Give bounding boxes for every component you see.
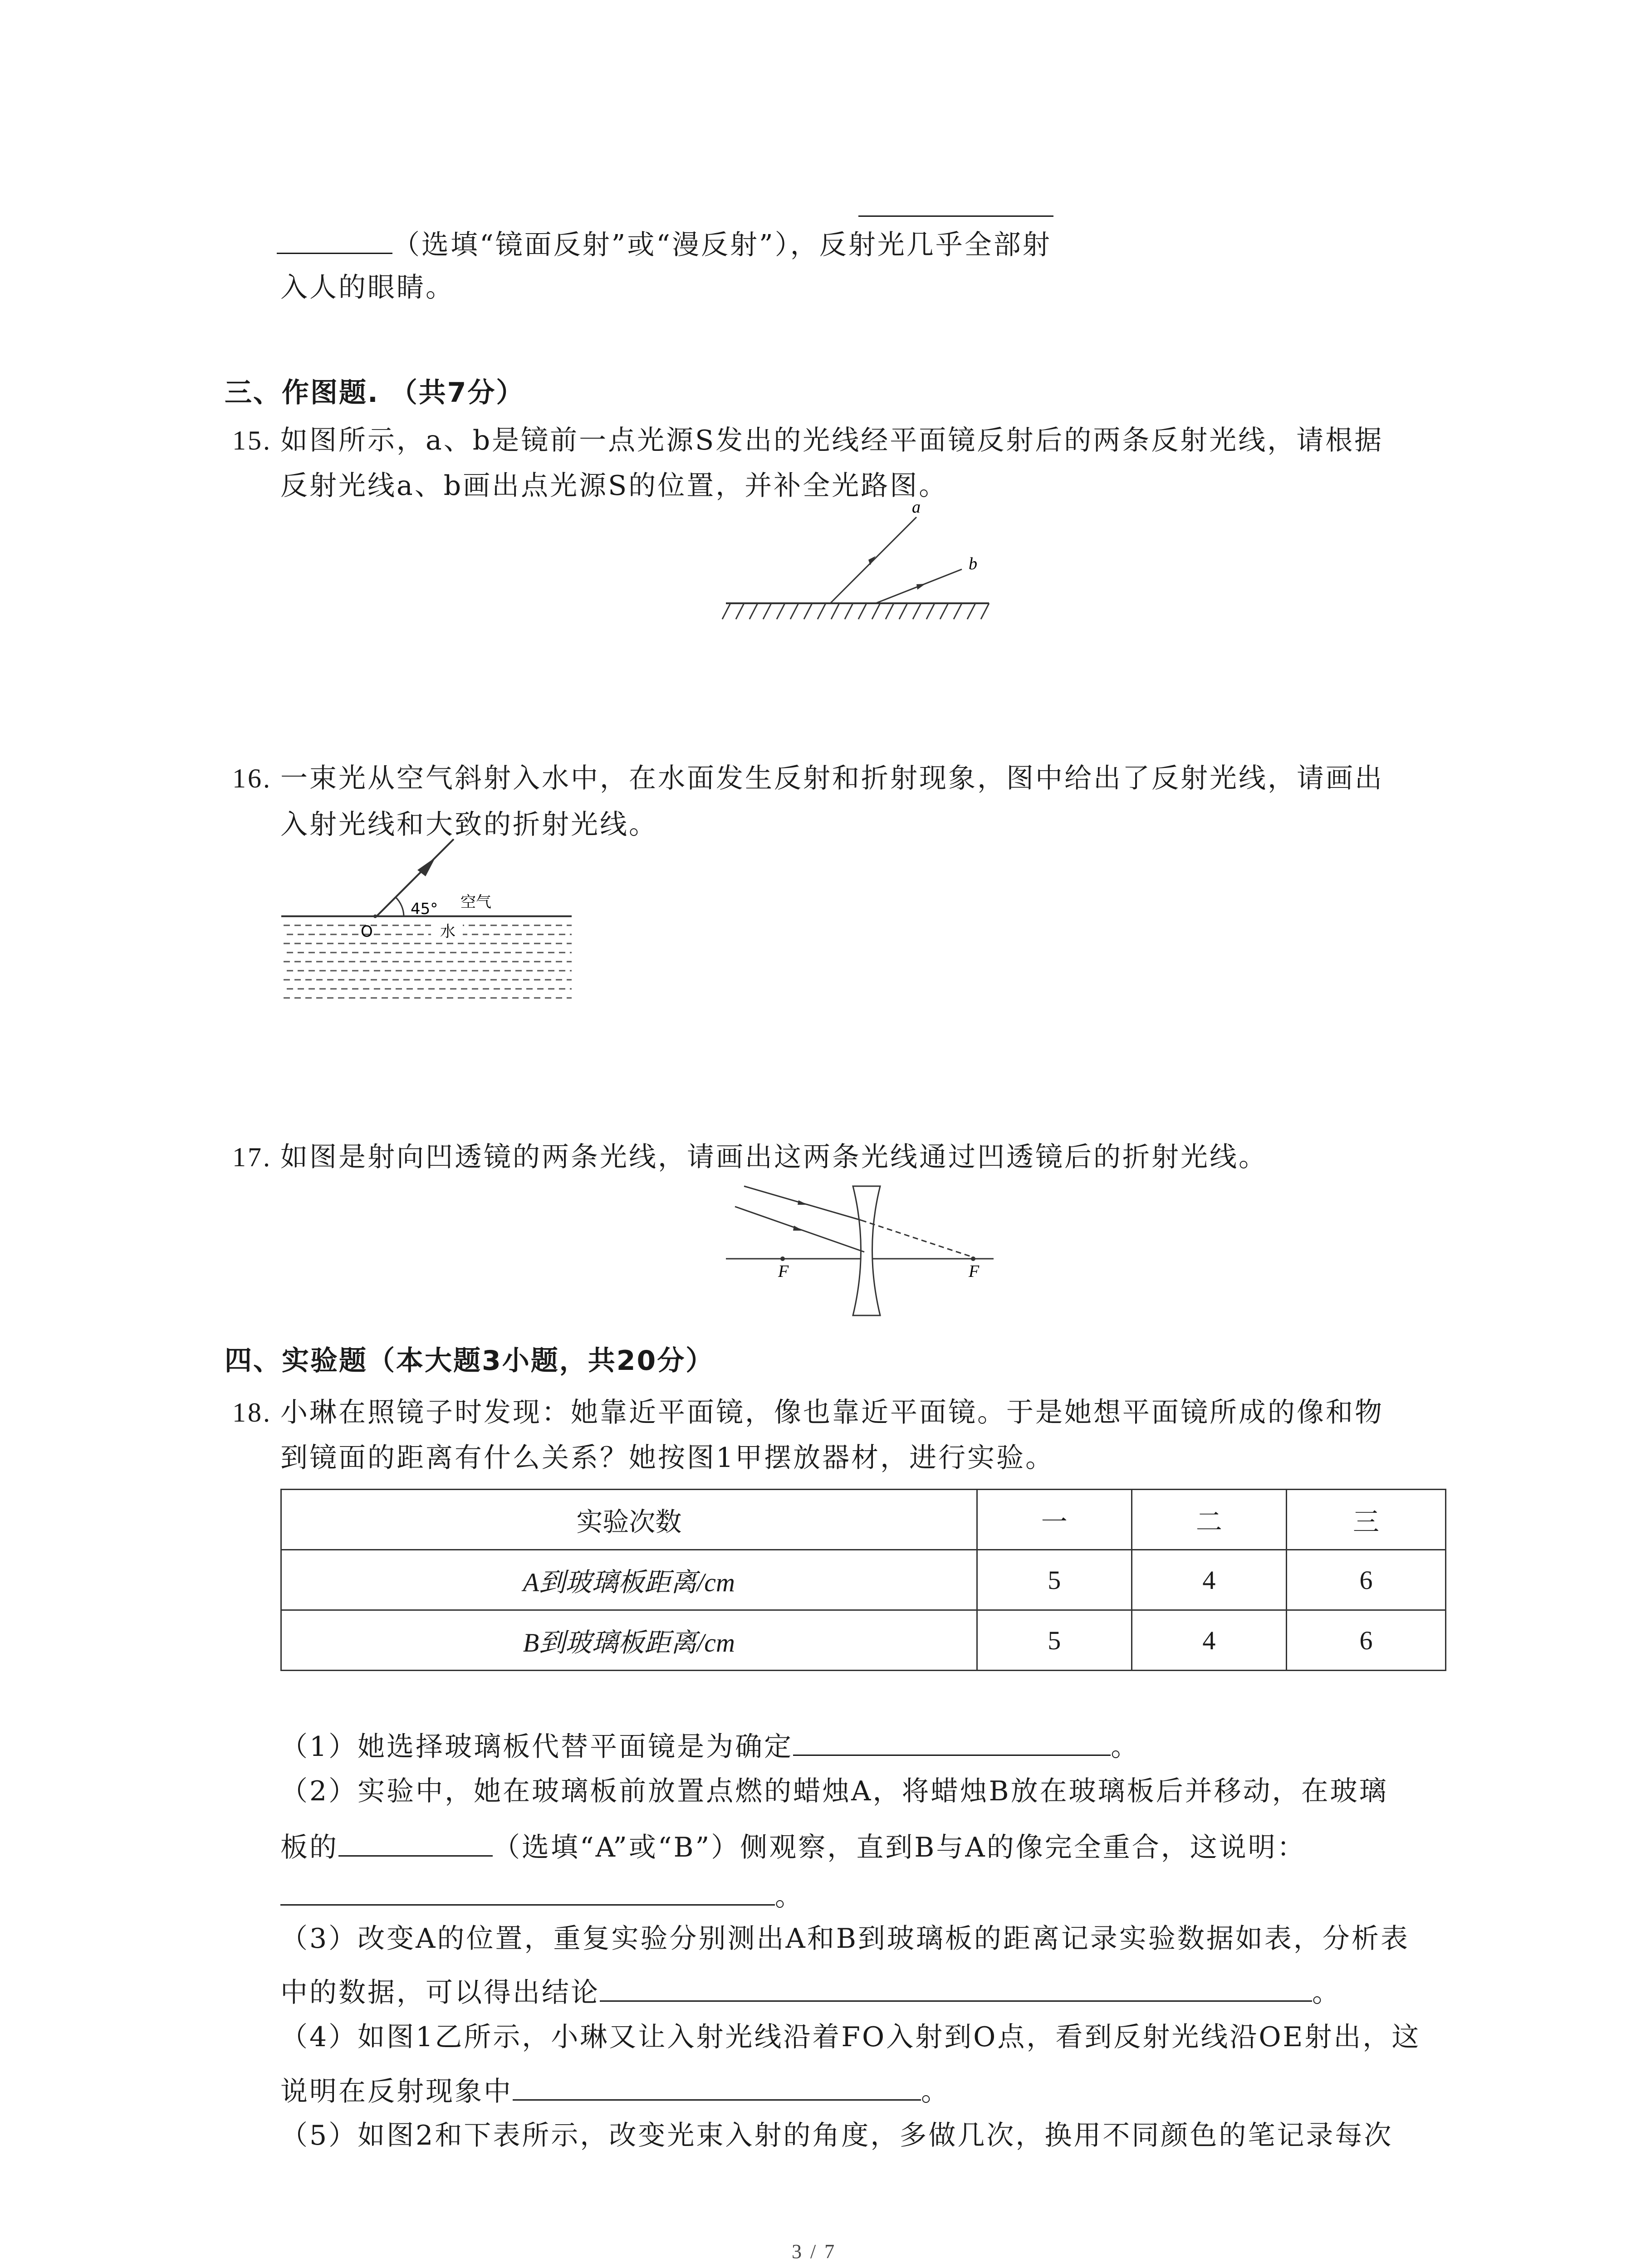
table-cell: 5 [977,1610,1132,1671]
q18-line-2: 到镜面的距离有什么关系？她按图1甲摆放器材，进行实验。 [280,1442,1055,1474]
q17-concave-lens-diagram [726,1184,998,1320]
q17-line-1: 如图是射向凹透镜的两条光线，请画出这两条光线通过凹透镜后的折射光线。 [280,1141,1268,1173]
extension-dashed [861,1220,971,1256]
q15-mirror-diagram [726,498,998,631]
section-3-heading: 三、作图题. （共7分） [225,377,525,409]
answer-blank-reflection-type[interactable] [277,225,392,254]
q18-number: 18. [232,1398,272,1427]
q18-part3-line1: （3）改变A的位置，重复实验分别测出A和B到玻璃板的距离记录实验数据如表，分析表 [280,1923,1410,1955]
q18-part4-line2: 说明在反射现象中 。 [280,2072,950,2108]
answer-blank-top-right[interactable] [858,188,1053,217]
focus-left-label: F [778,1262,789,1281]
table-cell: 6 [1286,1610,1445,1671]
table-cell: 4 [1132,1550,1286,1610]
q18-part3-line2: 中的数据，可以得出结论 。 [280,1973,1341,2009]
answer-blank-p2-explain[interactable] [280,1877,775,1906]
air-label: 空气 [460,893,491,911]
q15-line-1: 如图所示，a、b是镜前一点光源S发出的光线经平面镜反射后的两条反射光线，请根据 [280,425,1384,456]
page-number: 3 / 7 [792,2240,837,2263]
table-header-cell: 三 [1286,1490,1445,1550]
q15-number: 15. [232,425,272,455]
ray-1-arrow [798,1200,808,1205]
reflected-ray-a [830,517,916,603]
focus-right-dot [971,1256,975,1261]
q18-line-1: 小琳在照镜子时发现：她靠近平面镜，像也靠近平面镜。于是她想平面镜所成的像和物 [280,1397,1384,1428]
q16-line-2: 入射光线和大致的折射光线。 [280,809,658,841]
table-cell: 5 [977,1550,1132,1610]
q18-part4-line1: （4）如图1乙所示，小琳又让入射光线沿着FO入射到O点，看到反射光线沿OE射出，这 [280,2021,1421,2053]
table-cell: 6 [1286,1550,1445,1610]
table-row [281,1550,1446,1610]
table-header-cell: 二 [1132,1490,1286,1550]
table-row [281,1610,1446,1671]
ray-2-arrow [793,1226,803,1231]
point-o-label: O [361,923,373,941]
section-4-heading: 四、实验题（本大题3小题，共20分） [225,1345,715,1377]
q18-part5-line1: （5）如图2和下表所示，改变光束入射的角度，多做几次，换用不同颜色的笔记录每次 [280,2120,1393,2151]
table-header-cell: 一 [977,1490,1132,1550]
mirror-hatching [722,603,989,619]
q15-line-2: 反射光线a、b画出点光源S的位置，并补全光路图。 [280,470,948,502]
q18-part2-line1: （2）实验中，她在玻璃板前放置点燃的蜡烛A，将蜡烛B放在玻璃板后并移动，在玻璃 [280,1775,1388,1807]
angle-arc [396,897,404,916]
answer-blank-p3[interactable] [600,1973,1312,2002]
q18-part2-line3: 。 [280,1877,804,1913]
table-cell: 4 [1132,1610,1286,1671]
answer-blank-p1[interactable] [793,1727,1111,1756]
concave-lens [853,1186,880,1315]
water-label: 水 [440,923,456,941]
table-cell: A到玻璃板距离/cm [281,1550,977,1610]
label-b: b [969,554,977,573]
q18-part1: （1）她选择玻璃板代替平面镜是为确定 。 [280,1727,1140,1763]
table-header-cell: 实验次数 [281,1490,977,1550]
q16-number: 16. [232,763,272,793]
answer-blank-p4[interactable] [513,2072,921,2101]
q18-part2-line2: 板的 （选填“A”或“B”）侧观察，直到B与A的像完全重合，这说明： [280,1828,1306,1864]
answer-line-2: 入人的眼睛。 [280,272,455,303]
water-waves [284,925,572,998]
point-o-marker [373,914,377,918]
q17-number: 17. [232,1142,272,1172]
focus-left-dot [780,1256,785,1261]
angle-label: 45° [411,900,438,918]
answer-blank-p2-side[interactable] [338,1828,493,1857]
ray-b-arrow [916,584,926,590]
q16-line-1: 一束光从空气斜射入水中，在水面发生反射和折射现象，图中给出了反射光线，请画出 [280,763,1384,794]
label-a: a [912,498,921,517]
focus-right-label: F [969,1262,980,1281]
table-header-row [281,1490,1446,1550]
experiment-data-table [280,1489,1446,1671]
q16-refraction-diagram [281,853,581,1007]
table-cell: B到玻璃板距离/cm [281,1610,977,1671]
answer-line-1: （选填“镜面反射”或“漫反射”），反射光几乎全部射 [277,225,1052,261]
